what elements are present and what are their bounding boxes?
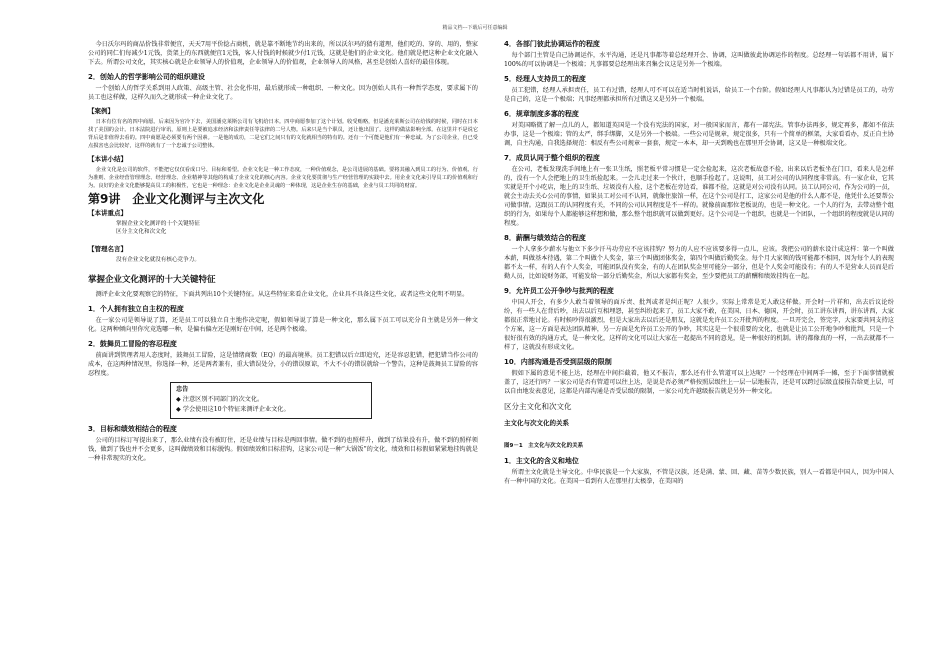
section-2-heading: 2．创始人的哲学影响公司的组织建设 <box>88 73 205 81</box>
feature-2-heading: 2．鼓舞员工冒险的容忍程度 <box>88 340 177 348</box>
focus-heading: 【本讲重点】 <box>88 209 127 217</box>
focus-item: 掌握企业文化测评的十个关键特征 <box>116 221 200 227</box>
feature-9-body: 中国人开会，有多少人敢当着领导的面斥责、批判或者是纠正呢？人很少。实际上常常是无人敢这样做。开会时一片祥和，出去后议论纷纷，有一些人在背后吵，出去以后互相埋怨，甚至纠纷起来了，员工大家不敢，在美国、日本、德国，开会时，员工讲东讲西，讲东讲西，大家都很正常地讨论。有时候吵得很激烈，但是大家出去以后还是朋友，这就是允许员工公开批判的程度。一旦开完会，签完字，大家要共同支持这个方案，这一方面是表达团队精神，另一方面是允许员工公开的争吵，其实这是一个很重要的文化，也就是让员工公开地争吵和批判，只是一个很好很有效的沟通方式，是一种文化，这样的文化可以让大家在一起提出不同的意见，是一种很好的机制。讲的都像真的一样，一出去就都不一样了，这就没有形成文化。 <box>504 299 894 351</box>
feature-1-body: 在一家公司是领导说了算，还是员工可以独立自主地作决定呢，假如领导说了算是一种文化，那么属下员工可以充分自主就是另外一种文化。这两种倾向里你究竟选哪一种，是偏右偏左还是刚好在中间，还是两个极端。 <box>88 317 478 333</box>
feature-7-heading: 7．成员认同于整个组织的程度 <box>504 154 600 162</box>
relationship-heading: 主文化与次文化的关系 <box>504 419 569 427</box>
feature-1-heading: 1．个人拥有独立自主权的程度 <box>88 305 184 313</box>
feature-10-body: 假如下属的意见不能上达，经理在中间拦截着，他又不报告，那么还有什么管道可以上达呢？一个经理在中间两手一摊，至于下面事情就被盖了，这还行吗？一家公司是否有管道可以往上达，是说是否必须严格按照层级往上一层一层地报告，还是可以跨过层级直接报告给更上层，可以自由地发表意见，这都是内部沟通是否受层级的限制，一家公司允许越级报告就是另外一种文化。 <box>504 370 894 395</box>
notice-box <box>170 382 372 419</box>
feature-4-body: 每个部门主管是自己协调运作，水平沟通，还是凡事都等着总经理开会、协调，这叫做彼此协调运作的程度。总经理一句话都不用讲，属下100%的可以协调是一个极端；凡事都要总经理出来召集会议这是另外一个极端。 <box>504 52 894 68</box>
feature-3-body: 公司的目标订写提出来了，那么业绩有没有被盯住，还是业绩与目标是两回事情。做不到的也照样升，做到了结果没有升，做不到的照样领钱，做到了钱也并不会更多，这叫做绩效和目标脱钩。假如绩效和目标挂钩，这家公司是一种“大锅饭”的文化，绩效和目标假如紧紧地挂钩就是一种非常现实的文化。 <box>88 437 478 462</box>
feature-8-body: 一个人拿多少薪水与他立下多少汗马功劳应不应该挂钩？努力的人应不应该要多得一点儿，应该。我把公司的薪水设计成这样：第一个叫做本薪，叫做基本待遇，第二个叫做个人奖金，第三个叫做团体奖金，第四个叫做后勤奖金。每个月大家领的钱可能都不相同，因为每个人的表现都不太一样，有的人有个人奖金，可能团队没有奖金，有的人在团队奖金里可能分一部分，但是个人奖金可能没有；有的人不是营业人员而是后勤人员，比如说财务部，可能发给一部分后勤奖金，所以大家都有奖金，至少要把员工的薪酬和绩效挂钩在一起。 <box>504 246 894 280</box>
lecture-title: 第9讲 企业文化测评与主次文化 <box>88 192 265 206</box>
feature-3-heading: 3．目标和绩效相结合的程度 <box>88 425 177 433</box>
feature-2-body: 前面讲到管理者用人态度时，鼓舞员工冒险，这是情绪商数（EQ）的最高境界。员工犯错以后立即追究，还是容忍犯错，把犯错当作公司的成本，在这两种情况里，你选择一种，还是两者兼有，重大错误处分，小的错误原谅，不大不小的错误就给一个警告，这种是鼓舞员工冒险的容忍程度。 <box>88 352 478 377</box>
feature-9-heading: 9．允许员工公开争吵与批判的程度 <box>504 287 614 295</box>
focus-item: 区分主文化和次文化 <box>116 229 167 235</box>
feature-5-heading: 5．经理人支持员工的程度 <box>504 75 586 83</box>
feature-10-heading: 10．内部沟通是否受到层级的限制 <box>504 358 612 366</box>
notice-item: ◆ 学会使用这10个特征来测评企业文化。 <box>176 405 366 415</box>
main-culture-body: 所谓主文化就是主导文化。中华民族是一个大家族，不管是汉族，还是满、蒙、回、藏、苗等少数民族，别人一看都是中国人，因为中国人有一种中国的文化。在美国一看到有人在那里打太极拳，在美国的 <box>504 469 894 485</box>
feature-5-body: 员工犯错，经理人承担责任，员工有过错，经理人可不可以在适当时机说话，给员工一个台阶。假如经理人凡事都认为过错是员工的，功劳是自己的，这是一个极端；凡事经理都承担所有过错这又是另外一个极端。 <box>504 87 894 103</box>
profile-heading: 【本讲小结】 <box>88 155 127 163</box>
management-quote-heading: 【管理名言】 <box>88 245 127 253</box>
case-body: 日本有位有名的四中商愿。后来因为官冷下去，美国潘克莱斯公司有飞机给日本。四中商愿参加了这个计划。收受贿赂，但是潘克莱斯公司在给钱的时候，同时在日本找了美国的会计。日本法院进行审讯，原则上是要被追求经济和法律责任等法律的二号人物。后来只是当个职员，还让他出国了。这样的做法影响全部。在这里并不是说它背后是非值得去看的。四中商愿是必须要有两个因素。一是他的成功，二是它们之间只有的文化就相当的特有的。还有一个可能是他们有一种忠诚。为了公司企业，自已受点损害也会比较好，这样的就有了一个忠诚于公司整体。 <box>88 119 478 149</box>
feature-4-heading: 4．各部门彼此协调运作的程度 <box>504 40 600 48</box>
subsection-title: 区分主文化和次文化 <box>504 402 572 411</box>
intro-paragraph: 今日沃尔玛的商品价钱非常便宜，天天7用平价捻占商机，就是靠不断地节约出来的，所以沃尔玛的猜有道理，他们吃的、穿的、用的，整家公司的同仁们每减少1元钱，货架上的东西就便宜1元钱，客人付钱的时候就少付1元钱，这就是他们的企业文化。他们就是把这种企业文化融入下去。所谓公司文化，其实核心就是企业领导人的价值观，企业领导人的价值观，企业领导人的风格，甚至是创始人喜好的最佳体现。 <box>88 41 478 66</box>
feature-8-heading: 8．薪酬与绩效结合的程度 <box>504 234 586 242</box>
notice-item: ◆ 注意区别不同部门的次文化。 <box>176 395 366 405</box>
notice-heading: 忠告 <box>176 386 189 393</box>
management-quote: 没有企业文化就没有核心竞争力。 <box>116 257 200 263</box>
page-header: 精品文档---下载后可任意编辑 <box>442 25 508 31</box>
case-heading: 【案例】 <box>88 107 114 115</box>
main-culture-heading: 1．主文化的含义和地位 <box>504 457 579 465</box>
figure-caption: 图9－1 主文化与次文化的关系 <box>504 443 584 449</box>
section-2-body: 一个创始人的哲学关系到用人政策、高级主管、社会化作用，最后就形成一种组织、一种文化。因为创始人具有一种哲学态度，要求属下的员工也这样做，这样久而久之就形成一种企业文化了。 <box>88 85 478 101</box>
feature-6-body: 对美国略微了解一点儿的人，都知道英国是一个没有宪法的国家，对一般国家而言，都有一部宪法。管事办法再多，规定再多，都如不依法办事，这是一个极端；管的太严，绑手绑脚，又是另外一个极端。一些公司是规章，规定很多，只有一个简单的框架，大家看看办，反正自主协调，自主沟通，自我选择规范：相反有些公司规章一套套，规定一本本，却一天到晚也在那里开会协调，这又是一种极端文化。 <box>504 122 894 147</box>
feature-7-body: 在公司，老板发现洗手间地上有一张卫生纸，照老板平常习惯是一定会捡起来，这次老板故意不捡，出来以后老板坐在门口，看来人是怎样的，没有一个人会把地上的卫生纸捡起来。一会儿走过来一个伙计，也顺手捡起了。这说明，员工对公司的认同程度非常高。有一家企业，它其实就是开个小吃店，地上的卫生纸、垃圾没有人捡，这个老板在旁边看，谁都不捡，这就是对公司没有认同。员工认同公司，作为公司的一员，就会主动去关心公司的事情，如果员工对公司不认同，就像住旅馆一样，在这个公司是打工，这家公司是他的什么人都不是，他凭什么还要帮公司做事情。这跟员工的认同程度有关，不同的公司认同程度是不一样的。就像前面那位老板说的，也是一种文化。一个人的行为，去带动整个组织的行为，如果每个人都能够这样想和做，那么整个组织就可以做到更好。这个公司是一个组织，也就是一个团队，一个组织的程度就是认同的程度。 <box>504 166 894 227</box>
section-title: 掌握企业文化测评的十大关键特征 <box>88 275 216 285</box>
right-column <box>504 40 894 488</box>
feature-6-heading: 6．规章制度多寡的程度 <box>504 110 579 118</box>
profile-body: 企业文化是公司的软件，不能把它仅仅看成口号、目标和希望。企业文化是一种工作态度，一种价值观念，是公司进展的基础。要将其融入到员工的行为、价值观、行为准则、企业经营管理理念、经营理念、企业精神等其他的构成了企业文化的核心内容。企业文化要贯彻与生产经营管理的实践中去。用企业文化来引导员工的价值观和行为。良好的企业文化能够提高员工的积极性，它也是一种理念：企业文化是企业灵魂的一种体现，这是企业生存的基础，企业与员工共同的财富。 <box>88 167 478 189</box>
section-intro: 测评企业文化要观察它的特征，下面共列出10个关键特征。从这些特征来看企业文化，企业具不具备这些文化，或者这些文化明不明显。 <box>95 291 469 298</box>
left-column <box>88 40 478 465</box>
